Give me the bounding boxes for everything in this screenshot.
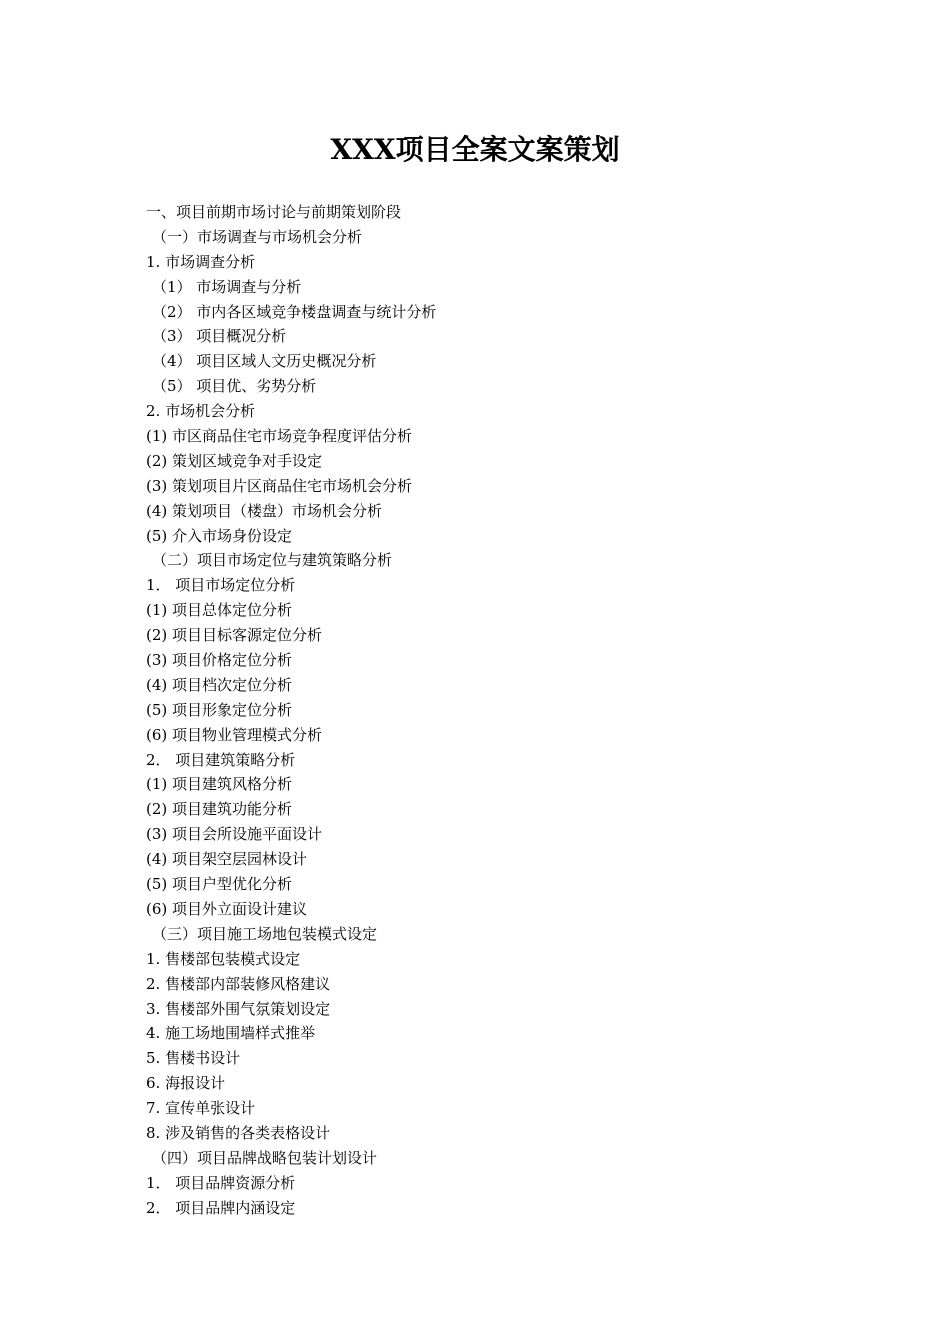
outline-item: （3） 项目概况分析 — [152, 327, 287, 346]
outline-item: (3) 项目价格定位分析 — [146, 651, 293, 670]
outline-item: （1） 市场调查与分析 — [152, 277, 302, 296]
outline-item: 1. 售楼部包装模式设定 — [146, 949, 301, 968]
outline-item: 1． 项目市场定位分析 — [146, 576, 296, 595]
outline-item: (6) 项目物业管理模式分析 — [146, 725, 323, 744]
outline-item: (2) 策划区域竞争对手设定 — [146, 451, 323, 470]
outline-item: （4） 项目区域人文历史概况分析 — [152, 352, 377, 371]
outline-item: 一、项目前期市场讨论与前期策划阶段 — [146, 203, 402, 221]
outline-item: (1) 项目建筑风格分析 — [146, 775, 293, 794]
outline-item: （5） 项目优、劣势分析 — [152, 377, 317, 396]
outline-item: (6) 项目外立面设计建议 — [146, 899, 308, 918]
outline-item: 3. 售楼部外围气氛策划设定 — [146, 999, 331, 1018]
outline-item: （二）项目市场定位与建筑策略分析 — [152, 551, 393, 570]
outline-item: (5) 项目形象定位分析 — [146, 700, 293, 719]
outline-item: 2. 售楼部内部装修风格建议 — [146, 974, 331, 993]
outline-item: 8. 涉及销售的各类表格设计 — [146, 1123, 331, 1142]
outline-item: 1. 市场调查分析 — [146, 252, 256, 271]
outline-item: （四）项目品牌战略包装计划设计 — [152, 1148, 378, 1167]
outline-item: 7. 宣传单张设计 — [146, 1099, 256, 1118]
outline-item: (1) 市区商品住宅市场竞争程度评估分析 — [146, 427, 413, 446]
outline-item: (5) 项目户型优化分析 — [146, 875, 293, 894]
outline-item: 5. 售楼书设计 — [146, 1049, 241, 1068]
outline-item: 1． 项目品牌资源分析 — [146, 1173, 296, 1192]
outline-item: 6. 海报设计 — [146, 1074, 226, 1093]
outline-item: (3) 项目会所设施平面设计 — [146, 825, 323, 844]
outline-list — [146, 200, 846, 1221]
outline-item: （一）市场调查与市场机会分析 — [152, 227, 363, 246]
outline-item: 2． 项目品牌内涵设定 — [146, 1198, 296, 1217]
outline-item: 2. 市场机会分析 — [146, 402, 256, 421]
outline-item: （2） 市内各区域竞争楼盘调查与统计分析 — [152, 302, 437, 321]
outline-item: (2) 项目建筑功能分析 — [146, 800, 293, 819]
outline-item: 2． 项目建筑策略分析 — [146, 750, 296, 769]
outline-item: (4) 项目档次定位分析 — [146, 675, 293, 694]
outline-item: (5) 介入市场身份设定 — [146, 526, 293, 545]
outline-item: 4. 施工场地围墙样式推举 — [146, 1024, 316, 1043]
outline-item: (1) 项目总体定位分析 — [146, 601, 293, 620]
outline-item: (2) 项目目标客源定位分析 — [146, 626, 323, 645]
outline-item: (4) 项目架空层园林设计 — [146, 850, 308, 869]
document-title: XXX项目全案文案策划 — [330, 133, 620, 166]
outline-item: (4) 策划项目（楼盘）市场机会分析 — [146, 501, 383, 520]
outline-item: （三）项目施工场地包装模式设定 — [152, 924, 378, 943]
outline-item: (3) 策划项目片区商品住宅市场机会分析 — [146, 476, 413, 495]
